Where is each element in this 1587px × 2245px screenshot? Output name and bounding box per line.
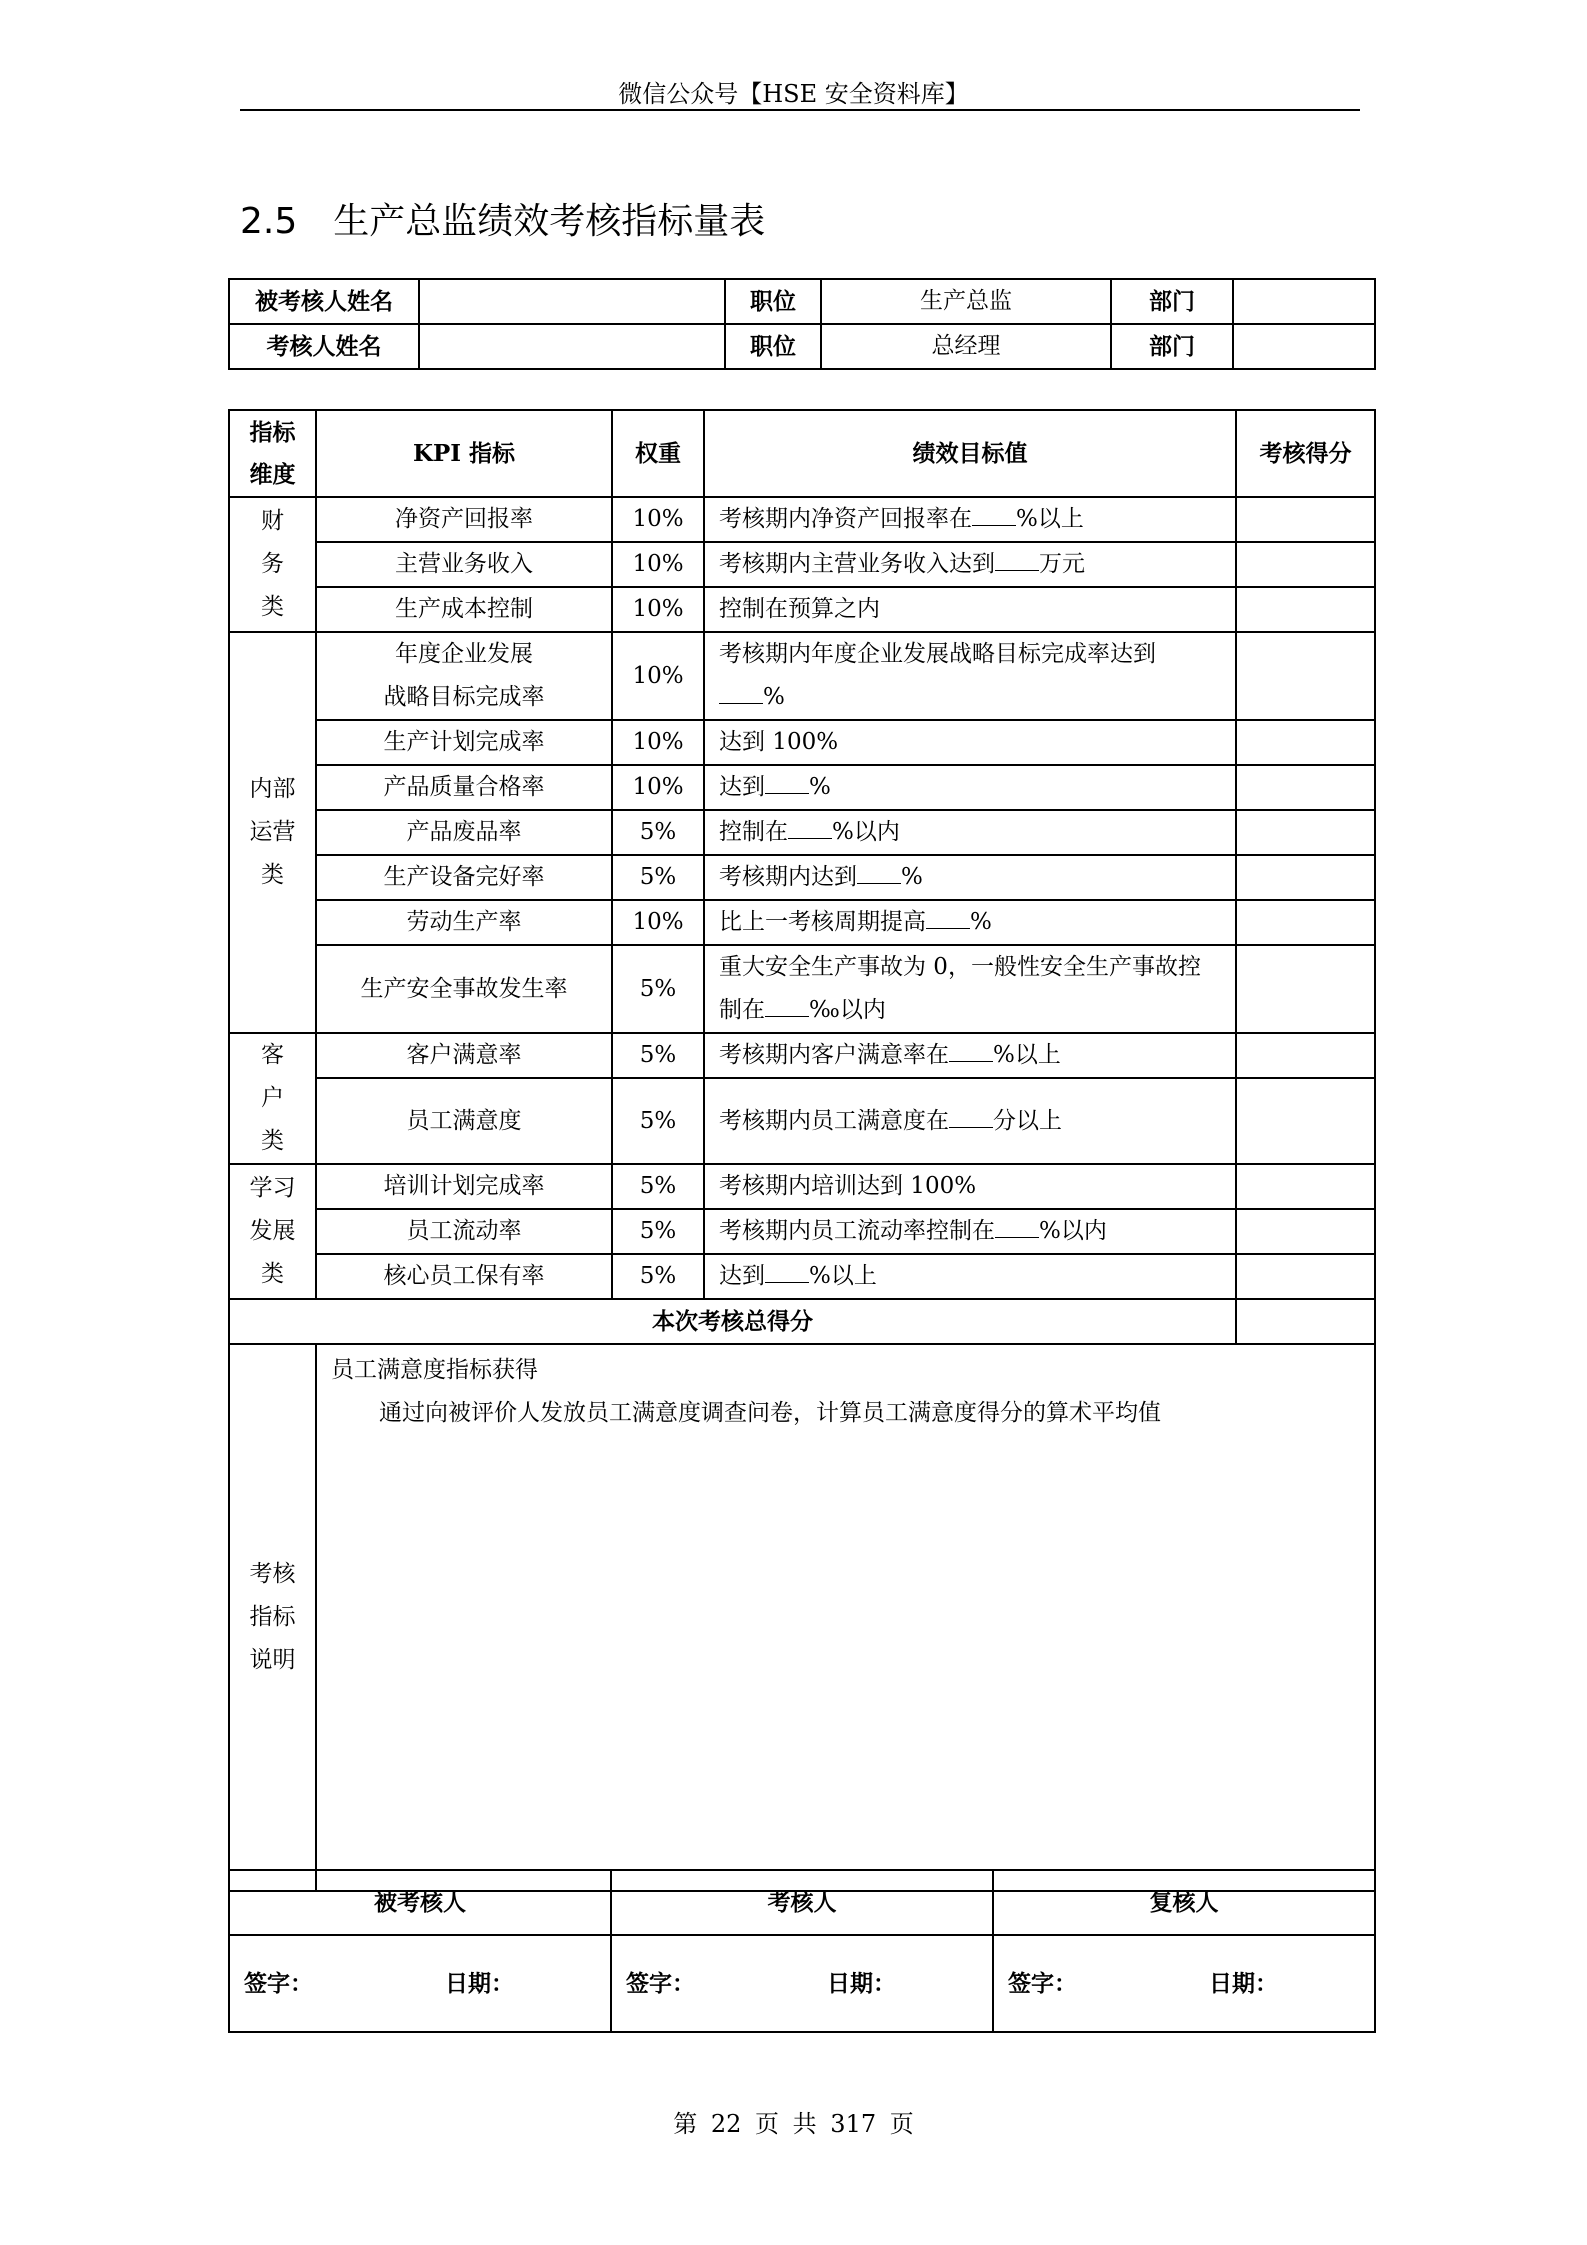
kpi-name: 产品质量合格率 [316, 765, 612, 810]
kpi-target: 重大安全生产事故为 0，一般性安全生产事故控 制在 ‰以内 [704, 945, 1236, 1033]
kpi-name: 生产成本控制 [316, 587, 612, 632]
kpi-name: 生产安全事故发生率 [316, 945, 612, 1033]
kpi-name: 员工满意度 [316, 1078, 612, 1164]
kpi-weight: 5% [612, 1164, 704, 1209]
kpi-score-field[interactable] [1236, 1033, 1375, 1078]
kpi-name: 生产计划完成率 [316, 720, 612, 765]
page-header: 微信公众号【HSE 安全资料库】 [618, 80, 969, 108]
group-learning: 学习发展类 [229, 1164, 316, 1299]
kpi-score-field[interactable] [1236, 900, 1375, 945]
kpi-name: 客户满意率 [316, 1033, 612, 1078]
kpi-target: 达到 100% [704, 720, 1236, 765]
total-score-label: 本次考核总得分 [229, 1299, 1236, 1344]
kpi-score-field[interactable] [1236, 632, 1375, 720]
kpi-weight: 5% [612, 1209, 704, 1254]
examinee-name-field[interactable] [419, 279, 725, 324]
blank-field[interactable] [765, 1260, 809, 1283]
examiner-dept-field[interactable] [1233, 324, 1375, 369]
section-title [240, 193, 765, 244]
header-score: 考核得分 [1236, 410, 1375, 497]
kpi-score-field[interactable] [1236, 720, 1375, 765]
kpi-weight: 5% [612, 1033, 704, 1078]
group-operations: 内部运营类 [229, 632, 316, 1033]
total-score-field[interactable] [1236, 1299, 1375, 1344]
reviewer-sign-header: 复核人 [993, 1870, 1375, 1935]
blank-field[interactable] [926, 906, 970, 929]
blank-field[interactable] [719, 681, 763, 704]
notes-line-1: 员工满意度指标获得 [331, 1357, 538, 1383]
kpi-target: 考核期内达到 % [704, 855, 1236, 900]
examiner-sign-cell[interactable]: 签字： 日期： [611, 1935, 993, 2032]
kpi-target: 控制在预算之内 [704, 587, 1236, 632]
page-footer: 第 22 页 共 317 页 [673, 2110, 914, 2138]
kpi-table [228, 409, 1376, 1892]
kpi-score-field[interactable] [1236, 542, 1375, 587]
kpi-weight: 5% [612, 855, 704, 900]
kpi-weight: 10% [612, 497, 704, 542]
kpi-target: 考核期内员工流动率控制在 %以内 [704, 1209, 1236, 1254]
notes-label: 考核指标说明 [229, 1344, 316, 1891]
info-table [228, 278, 1376, 370]
kpi-weight: 10% [612, 632, 704, 720]
kpi-name: 员工流动率 [316, 1209, 612, 1254]
examinee-dept-label: 部门 [1111, 279, 1233, 324]
kpi-target: 考核期内培训达到 100% [704, 1164, 1236, 1209]
blank-field[interactable] [857, 861, 901, 884]
kpi-target: 控制在 %以内 [704, 810, 1236, 855]
kpi-name: 净资产回报率 [316, 497, 612, 542]
examiner-sign-header: 考核人 [611, 1870, 993, 1935]
examinee-position-label: 职位 [725, 279, 821, 324]
kpi-score-field[interactable] [1236, 1254, 1375, 1299]
blank-field[interactable] [949, 1039, 993, 1062]
blank-field[interactable] [765, 771, 809, 794]
examiner-name-field[interactable] [419, 324, 725, 369]
kpi-name: 核心员工保有率 [316, 1254, 612, 1299]
examinee-sign-cell[interactable]: 签字： 日期： [229, 1935, 611, 2032]
kpi-target: 达到 %以上 [704, 1254, 1236, 1299]
kpi-name: 生产设备完好率 [316, 855, 612, 900]
group-customer: 客户类 [229, 1033, 316, 1164]
kpi-weight: 5% [612, 945, 704, 1033]
kpi-target: 考核期内净资产回报率在 %以上 [704, 497, 1236, 542]
kpi-weight: 10% [612, 587, 704, 632]
kpi-target: 考核期内主营业务收入达到 万元 [704, 542, 1236, 587]
kpi-score-field[interactable] [1236, 587, 1375, 632]
kpi-weight: 10% [612, 900, 704, 945]
blank-field[interactable] [995, 1215, 1039, 1238]
kpi-score-field[interactable] [1236, 765, 1375, 810]
header-kpi: KPI 指标 [316, 410, 612, 497]
header-weight: 权重 [612, 410, 704, 497]
kpi-name: 培训计划完成率 [316, 1164, 612, 1209]
section-title-text: 生产总监绩效考核指标量表 [333, 201, 766, 242]
kpi-target: 比上一考核周期提高 % [704, 900, 1236, 945]
kpi-score-field[interactable] [1236, 1209, 1375, 1254]
blank-field[interactable] [788, 816, 832, 839]
examinee-name-label: 被考核人姓名 [229, 279, 419, 324]
kpi-name: 劳动生产率 [316, 900, 612, 945]
examiner-dept-label: 部门 [1111, 324, 1233, 369]
kpi-score-field[interactable] [1236, 497, 1375, 542]
reviewer-sign-cell[interactable]: 签字： 日期： [993, 1935, 1375, 2032]
kpi-weight: 5% [612, 1254, 704, 1299]
kpi-weight: 5% [612, 1078, 704, 1164]
blank-field[interactable] [995, 548, 1039, 571]
kpi-score-field[interactable] [1236, 810, 1375, 855]
header-divider [240, 109, 1360, 111]
kpi-weight: 10% [612, 542, 704, 587]
kpi-target: 考核期内员工满意度在 分以上 [704, 1078, 1236, 1164]
examiner-position-label: 职位 [725, 324, 821, 369]
kpi-weight: 10% [612, 765, 704, 810]
kpi-name: 年度企业发展 战略目标完成率 [316, 632, 612, 720]
kpi-name: 主营业务收入 [316, 542, 612, 587]
header-target: 绩效目标值 [704, 410, 1236, 497]
kpi-target: 达到 % [704, 765, 1236, 810]
notes-line-2: 通过向被评价人发放员工满意度调查问卷，计算员工满意度得分的算术平均值 [379, 1400, 1161, 1426]
kpi-name: 产品废品率 [316, 810, 612, 855]
kpi-target: 考核期内客户满意率在 %以上 [704, 1033, 1236, 1078]
header-dimension: 指标维度 [229, 410, 316, 497]
notes-content [316, 1344, 1375, 1891]
group-financial: 财务类 [229, 497, 316, 632]
signature-table [228, 1869, 1376, 2033]
examinee-position-value: 生产总监 [821, 279, 1111, 324]
kpi-score-field[interactable] [1236, 855, 1375, 900]
kpi-score-field[interactable] [1236, 945, 1375, 1033]
kpi-score-field[interactable] [1236, 1164, 1375, 1209]
examinee-sign-header: 被考核人 [229, 1870, 611, 1935]
kpi-score-field[interactable] [1236, 1078, 1375, 1164]
blank-field[interactable] [972, 503, 1016, 526]
section-number: 2.5 [240, 201, 298, 242]
kpi-weight: 5% [612, 810, 704, 855]
blank-field[interactable] [949, 1105, 993, 1128]
kpi-target: 考核期内年度企业发展战略目标完成率达到 % [704, 632, 1236, 720]
examinee-dept-field[interactable] [1233, 279, 1375, 324]
examiner-name-label: 考核人姓名 [229, 324, 419, 369]
examiner-position-value: 总经理 [821, 324, 1111, 369]
blank-field[interactable] [765, 994, 809, 1017]
kpi-weight: 10% [612, 720, 704, 765]
